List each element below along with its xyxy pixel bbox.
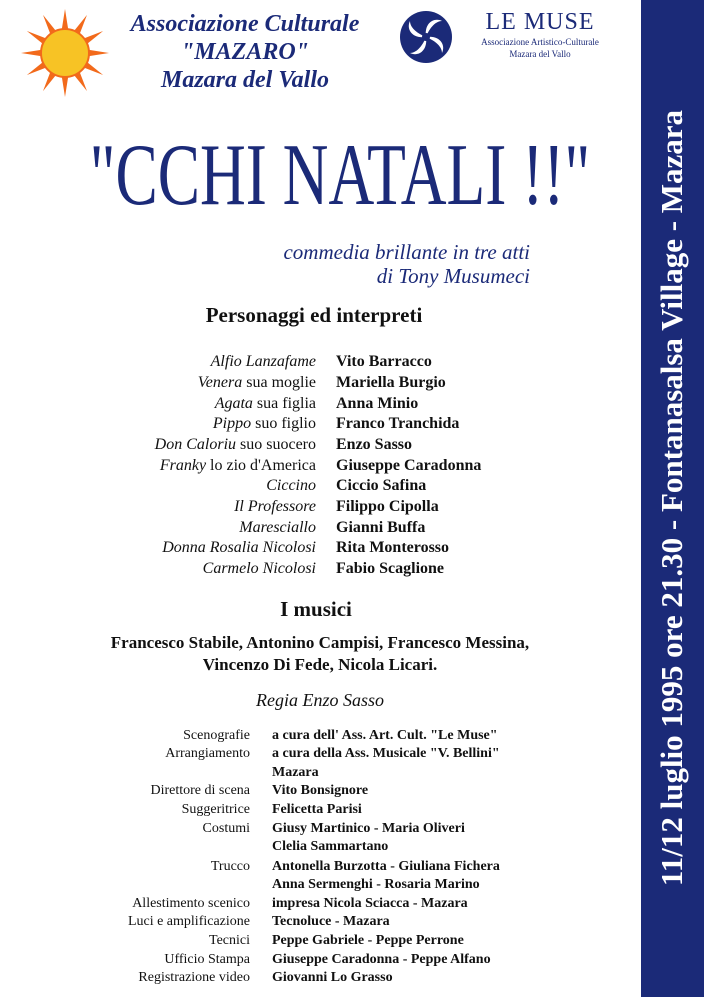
- musici-names: [0, 632, 640, 676]
- credit-row: [0, 763, 640, 782]
- play-subtitle: [200, 240, 530, 288]
- actor-name: Vito Barracco: [336, 353, 432, 370]
- cast-row: [0, 372, 640, 393]
- cast-heading: Personaggi ed interpreti: [205, 303, 423, 327]
- credit-value: Antonella Burzotta - Giuliana Fichera: [272, 859, 500, 874]
- character-name: Donna Rosalia Nicolosi: [162, 539, 316, 556]
- assoc-quoted-name: "MAZARO": [180, 39, 309, 65]
- credit-row: [0, 857, 640, 876]
- character-name: Ciccino: [266, 477, 316, 494]
- swirl-logo-icon: [398, 9, 454, 65]
- actor-name: Anna Minio: [336, 395, 419, 412]
- credit-role: Ufficio Stampa: [164, 952, 250, 967]
- credit-row: [0, 726, 640, 745]
- le-muse-subtitle-line1: Associazione Artistico-Culturale: [481, 37, 599, 47]
- actor-name: Fabio Scaglione: [336, 560, 445, 577]
- character-desc: lo zio d'America: [206, 457, 316, 474]
- musici-line: Francesco Stabile, Antonino Campisi, Francesco Messina,: [110, 633, 530, 652]
- character-name: Franky: [159, 457, 207, 474]
- le-muse-title: LE MUSE: [485, 9, 595, 35]
- play-author: di Tony Musumeci: [376, 264, 530, 288]
- credit-value: Peppe Gabriele - Peppe Perrone: [272, 933, 464, 948]
- cast-row: [0, 517, 640, 538]
- character-name: Don Caloriu: [154, 436, 237, 453]
- association-header: [100, 10, 390, 94]
- le-muse-subtitle: [460, 36, 620, 60]
- assoc-city: Mazara del Vallo: [160, 67, 330, 93]
- musici-line: Vincenzo Di Fede, Nicola Licari.: [202, 655, 438, 674]
- assoc-name: Associazione Culturale: [130, 11, 360, 37]
- le-muse-subtitle-line2: Mazara del Vallo: [509, 49, 571, 59]
- character-name: Il Professore: [234, 498, 316, 515]
- credit-role: Scenografie: [183, 728, 250, 743]
- credit-value: impresa Nicola Sciacca - Mazara: [272, 896, 468, 911]
- actor-name: Filippo Cipolla: [336, 498, 439, 515]
- cast-row: [0, 537, 640, 558]
- credit-role: Luci e amplificazione: [127, 914, 250, 929]
- credit-row: [0, 931, 640, 950]
- credit-role: Registrazione video: [138, 970, 250, 985]
- credit-row: [0, 837, 640, 856]
- cast-row: [0, 496, 640, 517]
- actor-name: Mariella Burgio: [336, 374, 446, 391]
- credit-role: Tecnici: [209, 933, 250, 948]
- credit-row: [0, 819, 640, 838]
- credit-role: Arrangiamento: [165, 746, 250, 761]
- sun-ray: [61, 9, 68, 31]
- cast-row: [0, 393, 640, 414]
- character-name: Pippo: [212, 415, 252, 432]
- credit-value: Mazara: [272, 765, 319, 780]
- credit-value: Giusy Martinico - Maria Oliveri: [272, 821, 465, 836]
- character-name: Venera: [197, 374, 243, 391]
- actor-name: Franco Tranchida: [336, 415, 460, 432]
- character-desc: suo figlio: [251, 415, 316, 432]
- credit-row: [0, 950, 640, 969]
- credit-role: Direttore di scena: [150, 783, 250, 798]
- credit-value: a cura dell' Ass. Art. Cult. "Le Muse": [272, 728, 498, 743]
- character-name: Alfio Lanzafame: [210, 353, 316, 370]
- credit-role: Costumi: [202, 821, 250, 836]
- sun-ray: [61, 75, 68, 97]
- credit-row: [0, 875, 640, 894]
- play-title: "CCHI NATALI !!": [89, 127, 591, 224]
- credit-value: Vito Bonsignore: [272, 783, 369, 798]
- credit-role: Trucco: [210, 859, 250, 874]
- date-venue-text: 11/12 luglio 1995 ore 21.30 - Fontanasalsa Village - Mazara: [654, 109, 689, 887]
- cast-row: [0, 475, 640, 496]
- credit-value: Giovanni Lo Grasso: [272, 970, 393, 985]
- character-name: Agata: [214, 395, 253, 412]
- actor-name: Giuseppe Caradonna: [336, 457, 482, 474]
- character-desc: suo suocero: [236, 436, 316, 453]
- credit-role: Allestimento scenico: [132, 896, 250, 911]
- actor-name: Gianni Buffa: [336, 519, 426, 536]
- cast-row: [0, 413, 640, 434]
- le-muse-header: [460, 8, 620, 60]
- credit-value: Anna Sermenghi - Rosaria Marino: [272, 877, 480, 892]
- actor-name: Enzo Sasso: [336, 436, 413, 453]
- credit-value: a cura della Ass. Musicale "V. Bellini": [272, 746, 500, 761]
- play-genre: commedia brillante in tre atti: [283, 240, 530, 264]
- cast-row: [0, 558, 640, 579]
- credit-row: [0, 968, 640, 987]
- character-name: Carmelo Nicolosi: [202, 560, 316, 577]
- musici-heading: I musici: [280, 597, 352, 621]
- credit-row: [0, 912, 640, 931]
- credit-value: Felicetta Parisi: [272, 802, 362, 817]
- actor-name: Ciccio Safina: [336, 477, 427, 494]
- credit-value: Clelia Sammartano: [272, 839, 389, 854]
- character-name: Maresciallo: [239, 519, 316, 536]
- credit-row: [0, 894, 640, 913]
- credit-row: [0, 781, 640, 800]
- sun-ray: [21, 49, 43, 56]
- actor-name: Rita Monterosso: [336, 539, 450, 556]
- cast-row: [0, 455, 640, 476]
- credit-row: [0, 800, 640, 819]
- character-desc: sua moglie: [242, 374, 316, 391]
- director-credit: Regia Enzo Sasso: [256, 690, 384, 710]
- cast-row: [0, 351, 640, 372]
- credit-role: Suggeritrice: [181, 802, 250, 817]
- sun-icon: [20, 8, 110, 98]
- character-desc: sua figlia: [252, 395, 316, 412]
- credit-value: Tecnoluce - Mazara: [272, 914, 390, 929]
- credit-row: [0, 744, 640, 763]
- credit-value: Giuseppe Caradonna - Peppe Alfano: [272, 952, 491, 967]
- cast-row: [0, 434, 640, 455]
